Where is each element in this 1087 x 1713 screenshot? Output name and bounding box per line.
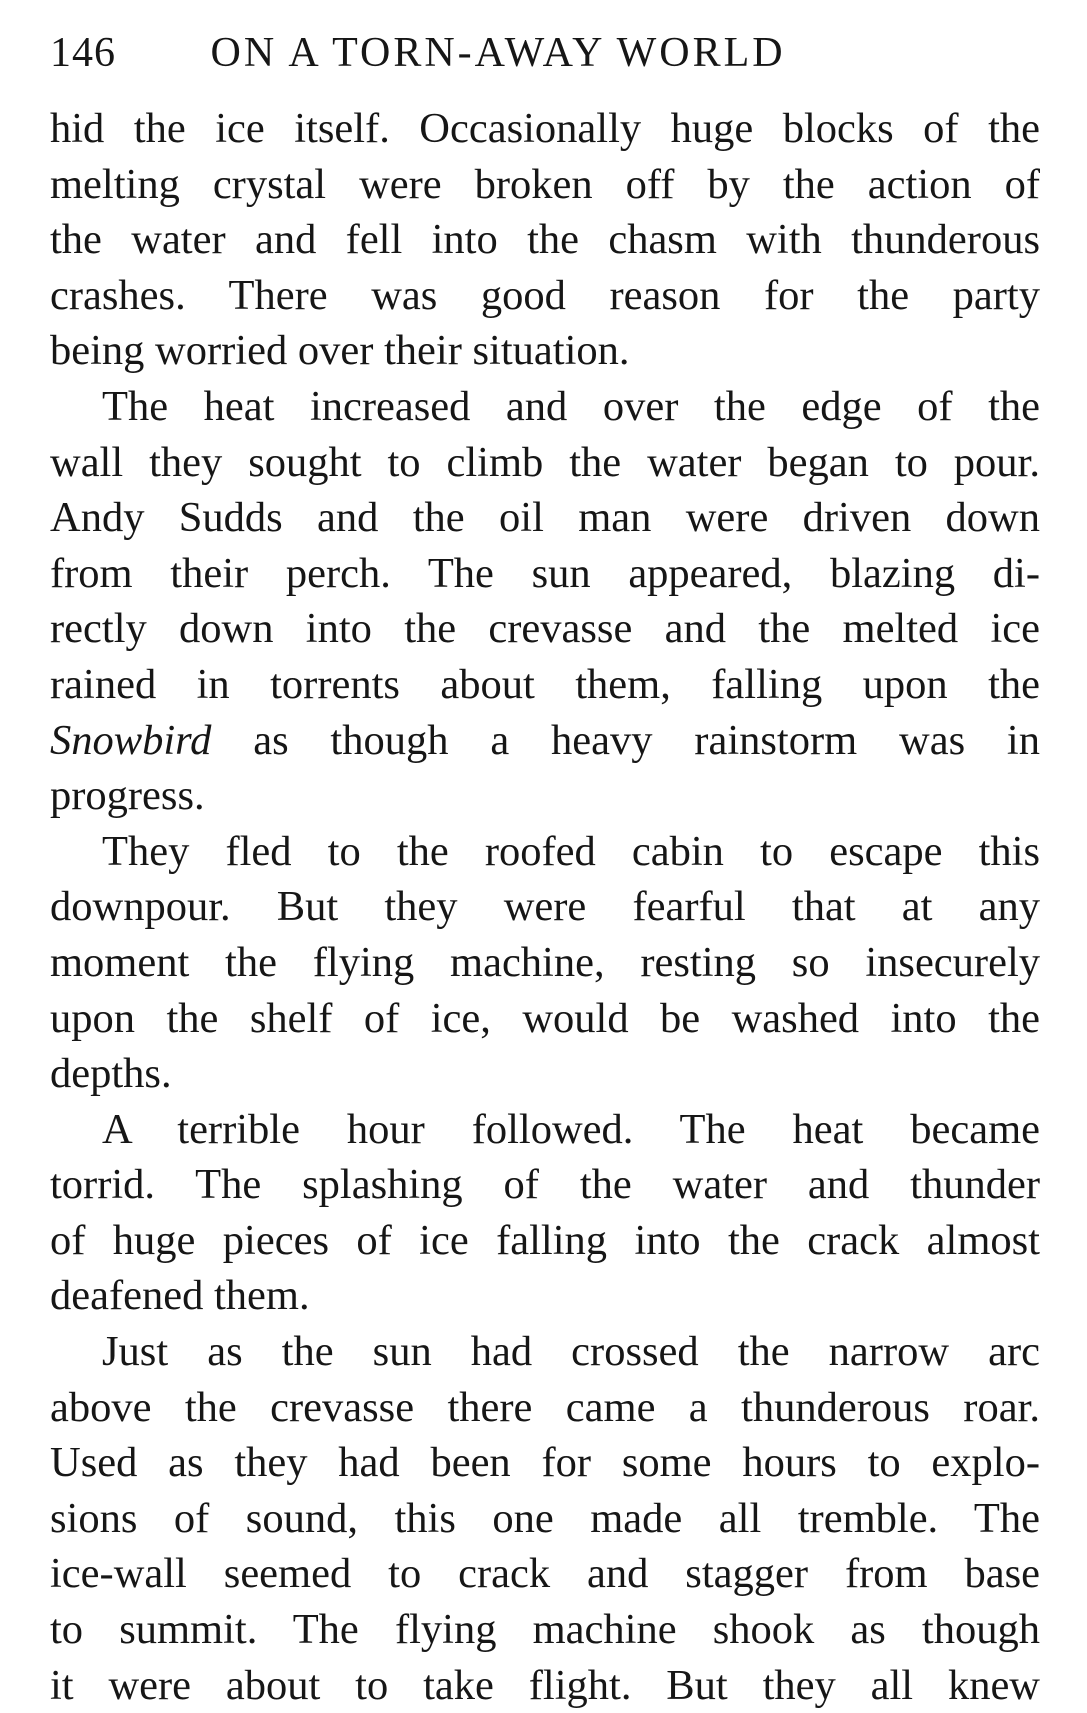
text-line: melting crystal were broken off by the action of (50, 160, 1040, 208)
text-line: from their perch. The sun appeared, blazing di- (50, 549, 1040, 597)
text-line: progress. (50, 772, 205, 820)
text-line: Andy Sudds and the oil man were driven down (50, 494, 1040, 542)
text-line: downpour. But they were fearful that at any (50, 883, 1040, 931)
body-text (50, 101, 1040, 1713)
text-line-italic-ship-name (50, 713, 1040, 769)
text-line: depths. (50, 1050, 172, 1098)
text-line: sions of sound, this one made all tremble. The (50, 1494, 1040, 1542)
paragraph-first-line: A terrible hour followed. The heat became (102, 1105, 1040, 1153)
text-line: rectly down into the crevasse and the melted ice (50, 605, 1040, 653)
text-line: upon the shelf of ice, would be washed into the (50, 994, 1040, 1042)
ship-name: Snowbird (50, 716, 212, 764)
text-line: of huge pieces of ice falling into the crack almost (50, 1216, 1040, 1264)
line-remainder: as though a heavy rainstorm was in (211, 716, 1040, 764)
text-line: crashes. There was good reason for the party (50, 271, 1040, 319)
paragraph-first-line: They fled to the roofed cabin to escape this (102, 827, 1040, 875)
text-line: it were about to take flight. But they all knew (50, 1661, 1040, 1709)
text-line: deafened them. (50, 1272, 310, 1320)
text-line: the water and fell into the chasm with thunderous (50, 216, 1040, 264)
text-line: being worried over their situation. (50, 327, 630, 375)
text-line: wall they sought to climb the water began to pour. (50, 438, 1040, 486)
text-line: to summit. The flying machine shook as though (50, 1606, 1040, 1654)
text-line: moment the flying machine, resting so insecurely (50, 938, 1040, 986)
text-line: hid the ice itself. Occasionally huge blocks of the (50, 105, 1040, 152)
text-line: ice-wall seemed to crack and stagger from base (50, 1550, 1040, 1598)
running-head (50, 18, 1040, 88)
running-title: ON A TORN-AWAY WORLD (210, 30, 786, 76)
text-line: Used as they had been for some hours to explo- (50, 1439, 1040, 1487)
paragraph-first-line: The heat increased and over the edge of the (102, 382, 1040, 430)
paragraph-first-line: Just as the sun had crossed the narrow arc (102, 1328, 1040, 1376)
text-line: above the crevasse there came a thunderous roar. (50, 1383, 1040, 1431)
text-line: torrid. The splashing of the water and thunder (50, 1161, 1040, 1209)
page-number: 146 (50, 30, 116, 76)
text-line: rained in torrents about them, falling upon the (50, 660, 1040, 708)
